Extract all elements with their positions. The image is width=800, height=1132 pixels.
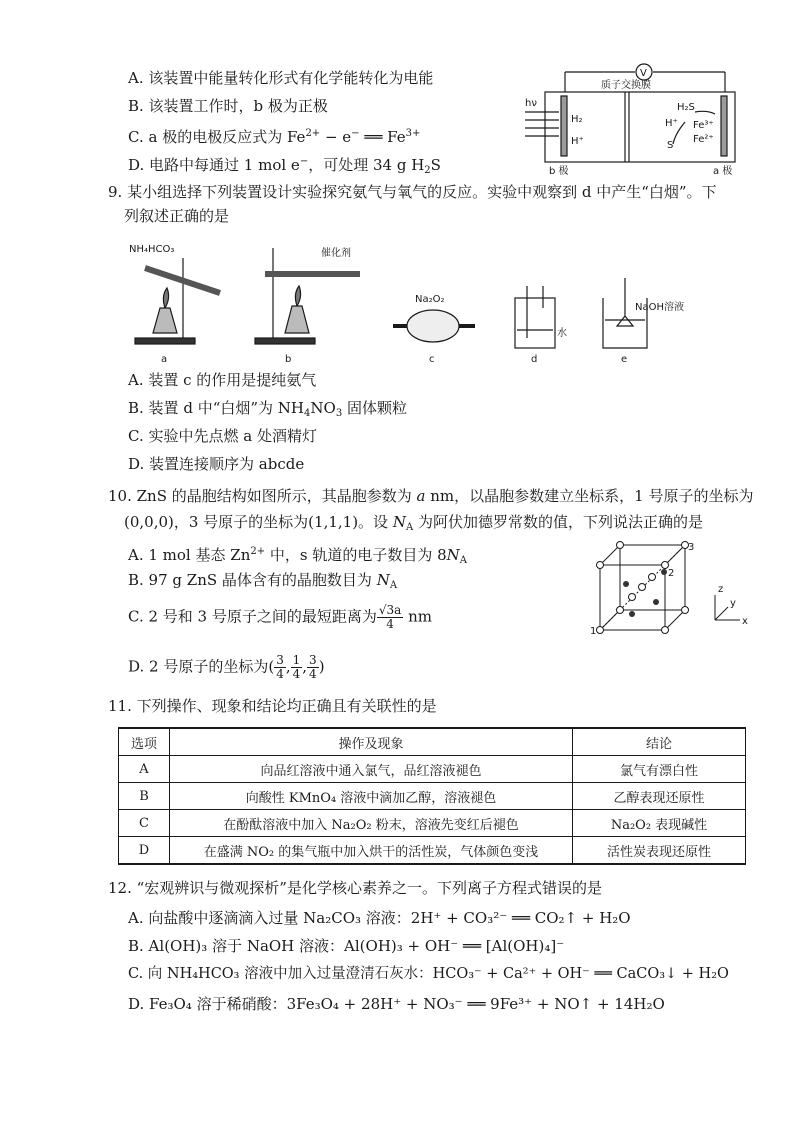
q12-option-a: A. 向盐酸中逐滴滴入过量 Na₂CO₃ 溶液：2H⁺ + CO₃²⁻ ══ CO₂↑ + H₂O (128, 909, 631, 927)
apparatus-a-label: a (161, 354, 168, 365)
q11-stem: 11. 下列操作、现象和结论均正确且有关联性的是 (108, 697, 437, 715)
h2s-label: H₂S (677, 102, 695, 113)
header-conclusion: 结论 (573, 728, 746, 756)
q9-option-d: D. 装置连接顺序为 abcde (128, 455, 305, 473)
q12-stem: 12. “宏观辨识与微观探析”是化学核心素养之一。下列离子方程式错误的是 (108, 879, 602, 897)
cell-option: B (119, 783, 170, 810)
fe2-label: Fe²⁺ (693, 134, 714, 145)
q12-option-d: D. Fe₃O₄ 溶于稀硝酸：3Fe₃O₄ + 28H⁺ + NO₃⁻ ══ 9Fe³⁺ + NO↑ + 14H₂O (128, 995, 665, 1013)
catalyst-label: 催化剂 (321, 248, 351, 259)
axis-x-label: x (742, 616, 748, 627)
axis-z-label: z (718, 584, 724, 595)
hplus-right-label: H⁺ (665, 118, 678, 129)
cell-operation: 在酚酞溶液中加入 Na₂O₂ 粉末，溶液先变红后褪色 (170, 810, 573, 837)
light-label: hν (525, 98, 537, 109)
atom-1-label: 1 (590, 626, 597, 635)
q8-option-b: B. 该装置工作时，b 极为正极 (128, 97, 328, 115)
nh4hco3-label: NH₄HCO₃ (129, 244, 175, 255)
cell-conclusion: 乙醇表现还原性 (573, 783, 746, 810)
axis-y-label: y (730, 598, 736, 609)
table-row (119, 810, 746, 837)
table-row (119, 837, 746, 865)
apparatus-e-label: e (621, 354, 628, 365)
q9-option-b: B. 装置 d 中“白烟”为 $NH_4NO_3$ 固体颗粒 (128, 399, 407, 419)
hplus-left-label: H⁺ (571, 136, 584, 147)
table-row (119, 783, 746, 810)
q8-cell-diagram (525, 62, 745, 177)
na2o2-label: Na₂O₂ (415, 294, 445, 305)
atom-2-label: 2 (668, 568, 675, 579)
q9-option-c: C. 实验中先点燃 a 处酒精灯 (128, 427, 317, 445)
cell-operation: 向品红溶液中通入氯气，品红溶液褪色 (170, 756, 573, 783)
q10-option-b: B. 97 g ZnS 晶体含有的晶胞数目为 $N_A$ (128, 571, 398, 591)
q9-stem-line1: 9. 某小组选择下列装置设计实验探究氨气与氧气的反应。实验中观察到 d 中产生“白烟”。下 (108, 183, 717, 201)
h2-label: H₂ (571, 114, 583, 125)
apparatus-d-label: d (531, 354, 538, 365)
table-header-row (119, 728, 746, 756)
cell-option: D (119, 837, 170, 865)
q11-options-table (118, 727, 746, 865)
cell-conclusion: 氯气有漂白性 (573, 756, 746, 783)
s-label: S (667, 140, 674, 151)
q10-option-d: D. 2 号原子的坐标为( $\frac{3}{4}$ , $\frac{1}{4}$ , $\frac{3}{4}$ ) (128, 653, 325, 681)
cell-operation: 在盛满 NO₂ 的集气瓶中加入烘干的活性炭，气体颜色变浅 (170, 837, 573, 865)
header-option: 选项 (119, 728, 170, 756)
q10-zns-unit-cell (590, 540, 750, 635)
table-row (119, 756, 746, 783)
q8-option-d: D. 电路中每通过 1 mol e−，可处理 34 g $H_2S$ (128, 156, 441, 176)
apparatus-c-label: c (429, 354, 435, 365)
q12-option-c: C. 向 NH₄HCO₃ 溶液中加入过量澄清石灰水：HCO₃⁻ + Ca²⁺ + OH⁻ ══ CaCO₃↓ + H₂O (128, 966, 729, 982)
q9-option-a: A. 装置 c 的作用是提纯氨气 (128, 371, 317, 389)
header-operation: 操作及现象 (170, 728, 573, 756)
apparatus-b-label: b (285, 354, 292, 365)
q12-option-b: B. Al(OH)₃ 溶于 NaOH 溶液：Al(OH)₃ + OH⁻ ══ [Al(OH)₄]⁻ (128, 937, 565, 955)
cell-option: A (119, 756, 170, 783)
atom-3-label: 3 (688, 542, 695, 553)
voltmeter-label: V (640, 68, 647, 79)
q10-option-c: C. 2 号和 3 号原子之间的最短距离为 $\frac{√3a}{4}$ nm (128, 603, 432, 631)
a-electrode-label: a 极 (713, 166, 733, 177)
fe3-label: Fe³⁺ (693, 120, 714, 131)
q10-stem-line2: (0,0,0)，3 号原子的坐标为(1,1,1)。设 $N_A$ 为阿伏加德罗常数的值，下列说法正确的是 (124, 513, 703, 533)
q10-stem-line1: 10. ZnS 的晶胞结构如图所示，其晶胞参数为 a nm，以晶胞参数建立坐标系，1 号原子的坐标为 (108, 487, 754, 505)
q8-option-a: A. 该装置中能量转化形式有化学能转化为电能 (128, 69, 434, 87)
cell-operation: 向酸性 KMnO₄ 溶液中滴加乙醇，溶液褪色 (170, 783, 573, 810)
cell-conclusion: Na₂O₂ 表现碱性 (573, 810, 746, 837)
b-electrode-label: b 极 (549, 166, 569, 177)
cell-option: C (119, 810, 170, 837)
naoh-label: NaOH溶液 (635, 302, 684, 313)
q9-stem-line2: 列叙述正确的是 (124, 207, 230, 225)
water-label: 水 (557, 328, 567, 339)
q8-option-c: C. a 极的电极反应式为 $Fe^{2+} - e^-$ ══ $Fe^{3+}$ (128, 128, 421, 146)
membrane-label: 质子交换膜 (601, 80, 651, 91)
q10-option-a: A. 1 mol 基态 $Zn^{2+}$ 中，s 轨道的电子数目为 $8N_A$ (128, 546, 468, 566)
q9-apparatus-diagram (125, 238, 685, 366)
cell-conclusion: 活性炭表现还原性 (573, 837, 746, 865)
